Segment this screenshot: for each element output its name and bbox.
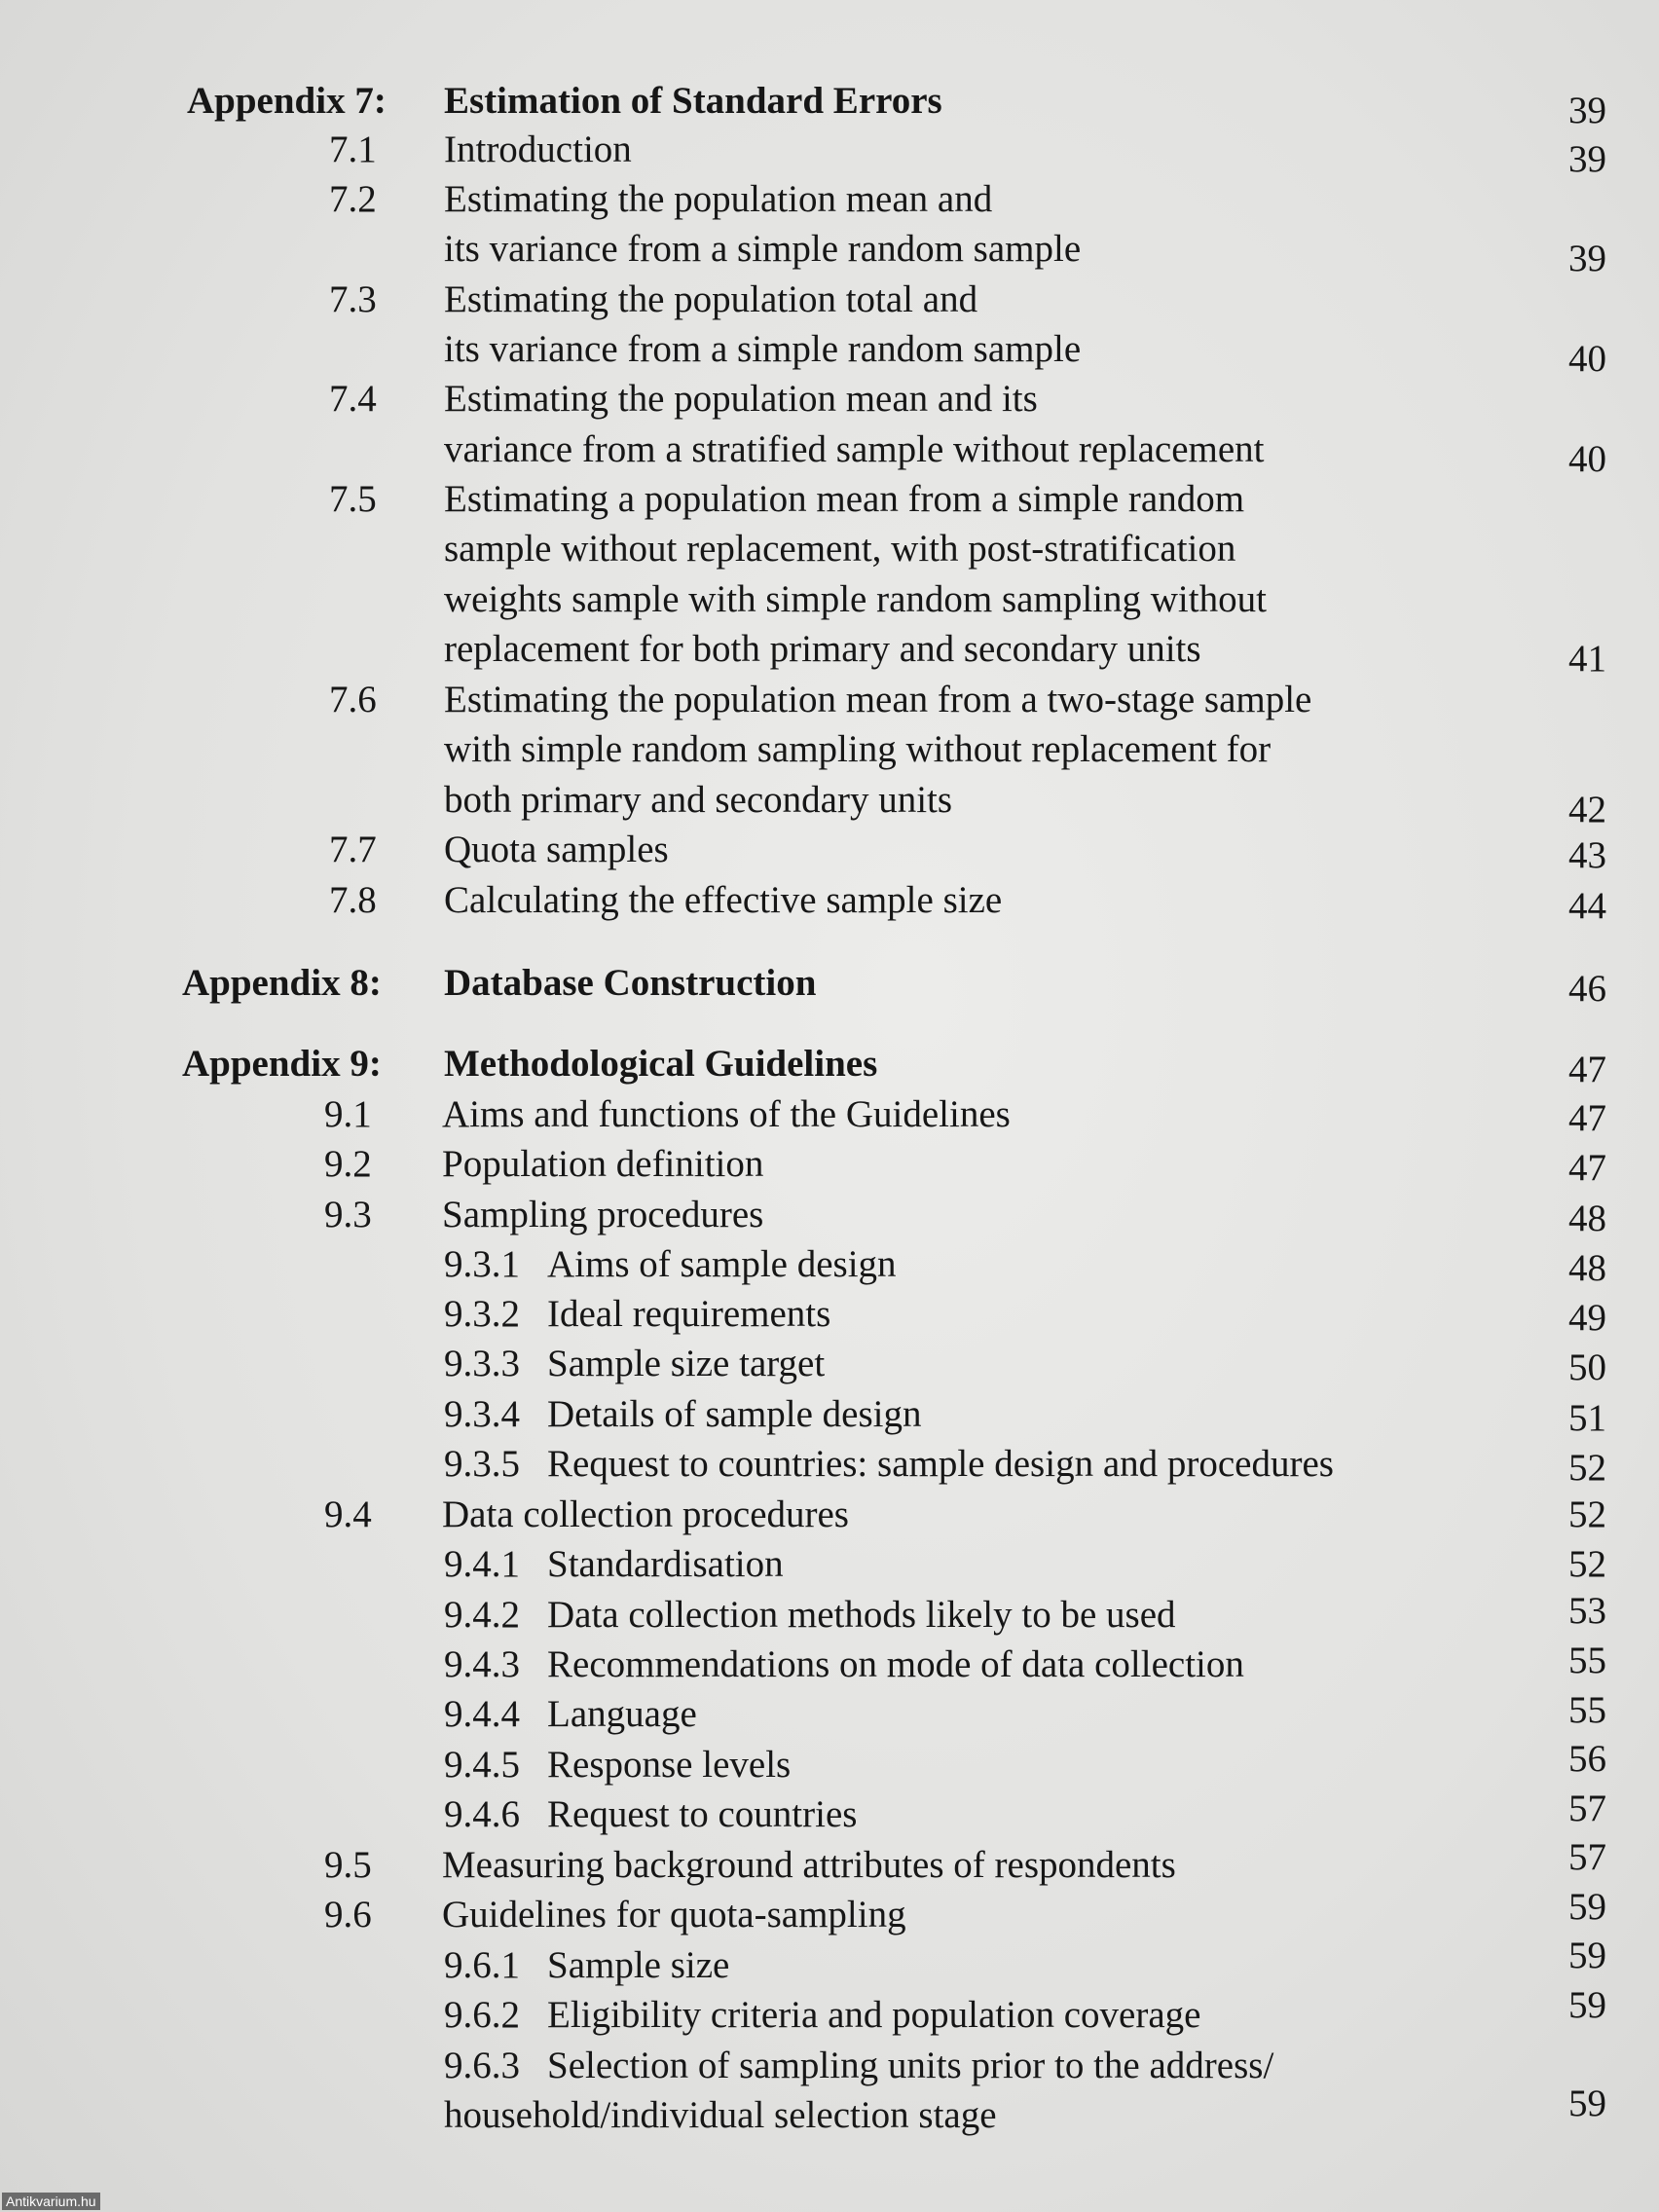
section-title: Quota samples	[444, 829, 669, 870]
page-number: 59	[1568, 1886, 1606, 1928]
section-number: 7.2	[329, 178, 377, 220]
page-number: 55	[1568, 1640, 1606, 1681]
section-title: Sampling procedures	[442, 1194, 764, 1235]
subsection-title: Standardisation	[547, 1543, 784, 1585]
page-number: 39	[1568, 90, 1606, 131]
section-number: 7.8	[329, 879, 377, 921]
page-number: 41	[1568, 638, 1606, 680]
page-number: 59	[1568, 2083, 1606, 2124]
subsection-number: 9.3.3	[444, 1343, 520, 1384]
subsection-title: Sample size target	[547, 1343, 826, 1384]
page-number: 57	[1568, 1788, 1606, 1829]
page-number: 48	[1568, 1247, 1606, 1289]
page-number: 40	[1568, 438, 1606, 480]
subsection-number: 9.4.2	[444, 1594, 520, 1636]
section-title: Estimating a population mean from a simple random	[444, 478, 1245, 520]
subsection-title-line: household/individual selection stage	[444, 2094, 997, 2136]
appendix-label: Appendix 7:	[187, 80, 387, 122]
subsection-number: 9.3.4	[444, 1393, 520, 1435]
subsection-title: Request to countries: sample design and procedures	[547, 1443, 1334, 1485]
page-number: 39	[1568, 138, 1606, 180]
section-title-line: sample without replacement, with post-stratification	[444, 528, 1236, 570]
page-number: 59	[1568, 1935, 1606, 1976]
subsection-number: 9.3.5	[444, 1443, 520, 1485]
page-number: 51	[1568, 1397, 1606, 1439]
page-number: 42	[1568, 789, 1606, 830]
page-number: 56	[1568, 1738, 1606, 1780]
page-number: 52	[1568, 1447, 1606, 1489]
subsection-title: Request to countries	[547, 1793, 858, 1835]
page-number: 55	[1568, 1689, 1606, 1731]
section-number: 7.7	[329, 829, 377, 870]
section-number: 9.6	[324, 1894, 372, 1936]
section-title-line: its variance from a simple random sample	[444, 328, 1082, 370]
section-number: 9.3	[324, 1194, 372, 1235]
page-number: 40	[1568, 338, 1606, 380]
subsection-number: 9.6.1	[444, 1944, 520, 1986]
appendix-title: Estimation of Standard Errors	[444, 80, 942, 122]
subsection-title: Sample size	[547, 1944, 730, 1986]
section-title: Guidelines for quota-sampling	[442, 1894, 906, 1936]
subsection-title: Ideal requirements	[547, 1293, 831, 1335]
section-title: Aims and functions of the Guidelines	[442, 1093, 1011, 1135]
section-title: Estimating the population mean from a two-stage sample	[444, 679, 1312, 720]
section-title-line: both primary and secondary units	[444, 779, 953, 821]
subsection-number: 9.4.4	[444, 1693, 520, 1735]
page-number: 48	[1568, 1198, 1606, 1239]
section-number: 9.2	[324, 1143, 372, 1185]
appendix-title: Database Construction	[444, 962, 817, 1004]
section-title: Estimating the population total and	[444, 278, 978, 320]
appendix-title: Methodological Guidelines	[444, 1043, 878, 1085]
subsection-title: Language	[547, 1693, 697, 1735]
subsection-number: 9.4.3	[444, 1643, 520, 1685]
subsection-title: Response levels	[547, 1744, 792, 1786]
section-title-line: weights sample with simple random sampling without	[444, 578, 1267, 620]
section-number: 7.1	[329, 129, 377, 170]
section-number: 9.5	[324, 1844, 372, 1886]
subsection-number: 9.3.1	[444, 1243, 520, 1285]
subsection-title: Eligibility criteria and population coverage	[547, 1994, 1201, 2036]
section-title: Estimating the population mean and its	[444, 378, 1038, 420]
page-number: 52	[1568, 1493, 1606, 1535]
section-number: 7.3	[329, 278, 377, 320]
section-title: Measuring background attributes of respondents	[442, 1844, 1176, 1886]
subsection-title: Recommendations on mode of data collection	[547, 1643, 1244, 1685]
page-number: 52	[1568, 1543, 1606, 1585]
page-number: 44	[1568, 885, 1606, 927]
page-number: 57	[1568, 1836, 1606, 1878]
subsection-title: Details of sample design	[547, 1393, 922, 1435]
section-number: 7.6	[329, 679, 377, 720]
page-number: 43	[1568, 834, 1606, 876]
appendix-label: Appendix 9:	[182, 1043, 382, 1085]
section-title-line: its variance from a simple random sample	[444, 228, 1082, 270]
page-number: 46	[1568, 968, 1606, 1010]
section-title-line: replacement for both primary and secondary units	[444, 628, 1201, 670]
section-number: 7.5	[329, 478, 377, 520]
page-number: 47	[1568, 1147, 1606, 1189]
section-number: 7.4	[329, 378, 377, 420]
page-number: 59	[1568, 1984, 1606, 2026]
page-number: 50	[1568, 1346, 1606, 1388]
page-number: 39	[1568, 238, 1606, 279]
page-number: 47	[1568, 1097, 1606, 1139]
subsection-title: Data collection methods likely to be used	[547, 1594, 1176, 1636]
page-number: 49	[1568, 1297, 1606, 1339]
section-title: Data collection procedures	[442, 1493, 849, 1535]
subsection-number: 9.4.6	[444, 1793, 520, 1835]
subsection-number: 9.6.3	[444, 2045, 520, 2086]
section-title: Calculating the effective sample size	[444, 879, 1003, 921]
subsection-number: 9.4.1	[444, 1543, 520, 1585]
section-title-line: variance from a stratified sample without replacement	[444, 428, 1265, 470]
section-title-line: with simple random sampling without replacement for	[444, 728, 1272, 770]
subsection-number: 9.6.2	[444, 1994, 520, 2036]
section-number: 9.1	[324, 1093, 372, 1135]
watermark-label: Antikvarium.hu	[2, 2193, 100, 2210]
subsection-title: Selection of sampling units prior to the address/	[547, 2045, 1274, 2086]
page-number: 53	[1568, 1590, 1606, 1632]
section-title: Estimating the population mean and	[444, 178, 993, 220]
subsection-number: 9.4.5	[444, 1744, 520, 1786]
section-title: Introduction	[444, 129, 632, 170]
section-number: 9.4	[324, 1493, 372, 1535]
section-title: Population definition	[442, 1143, 764, 1185]
appendix-label: Appendix 8:	[182, 962, 382, 1004]
page-number: 47	[1568, 1049, 1606, 1090]
subsection-number: 9.3.2	[444, 1293, 520, 1335]
subsection-title: Aims of sample design	[547, 1243, 897, 1285]
